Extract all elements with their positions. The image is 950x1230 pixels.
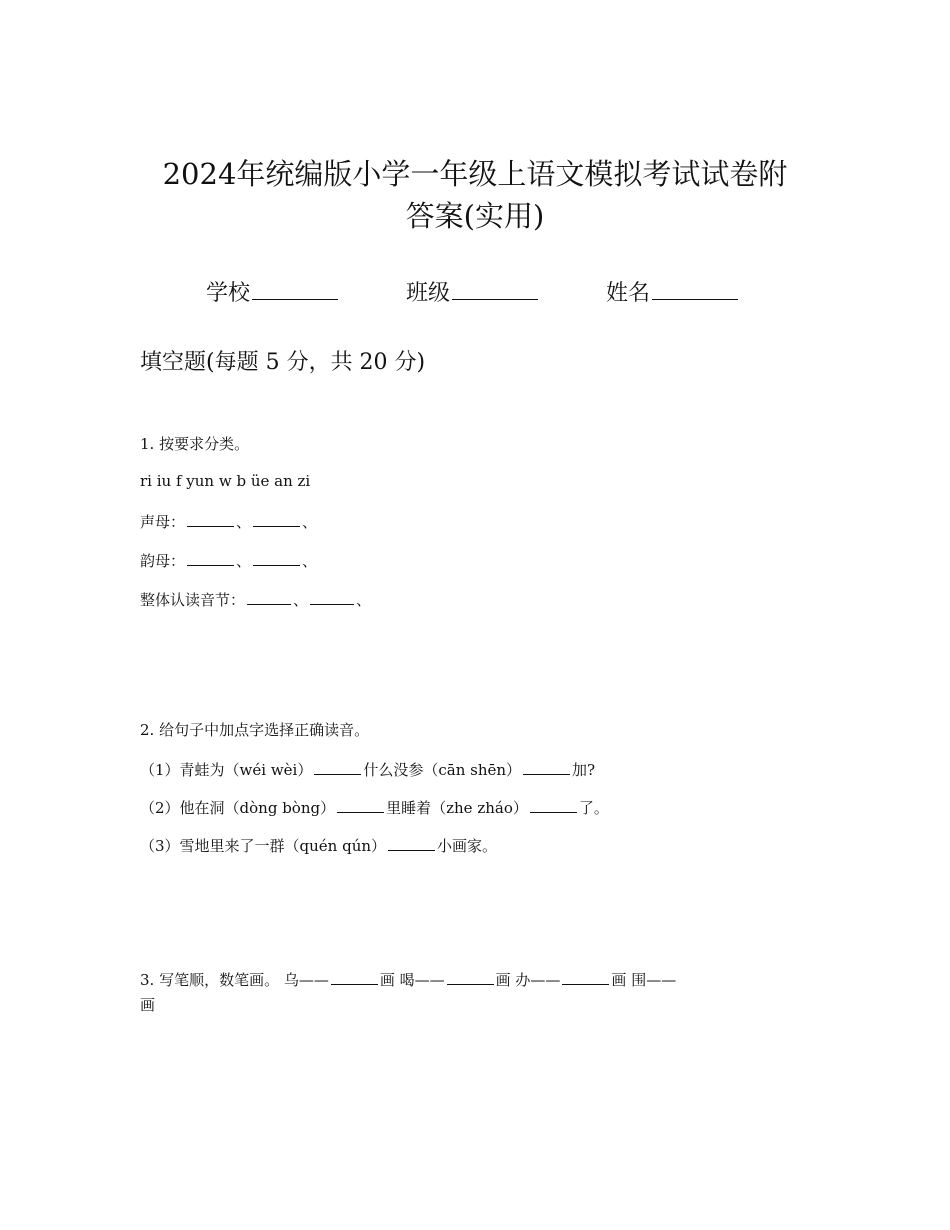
q1-row-initials xyxy=(140,511,317,532)
q2-sentence-1 xyxy=(140,759,595,780)
q1-syllables-label: 整体认读音节： xyxy=(140,591,246,609)
q2-s1-part-a: （1）青蛙为（wéi wèi） xyxy=(140,761,313,779)
separator: 、 xyxy=(302,552,318,570)
q2-s2-part-a: （2）他在洞（dòng bòng） xyxy=(140,799,336,817)
answer-blank[interactable] xyxy=(337,798,384,813)
q2-sentence-3 xyxy=(140,835,497,856)
q3-stem: 3. 写笔顺，数笔画。 乌—— xyxy=(140,971,329,989)
q3-line xyxy=(140,969,676,990)
doc-title-line2: 答案(实用) xyxy=(405,199,545,233)
school-blank[interactable] xyxy=(252,277,338,300)
name-field xyxy=(606,276,738,307)
q3-part-1: 画 喝—— xyxy=(379,971,445,989)
q2-stem: 2. 给句子中加点字选择正确读音。 xyxy=(140,721,370,739)
q2-s2-part-c: 了。 xyxy=(578,799,609,817)
q1-row-syllables xyxy=(140,589,371,610)
answer-blank[interactable] xyxy=(187,512,234,527)
class-label: 班级 xyxy=(406,281,451,306)
answer-blank[interactable] xyxy=(253,512,300,527)
separator: 、 xyxy=(293,591,309,609)
q3-part-3: 画 围—— xyxy=(611,971,677,989)
doc-title-line1: 2024年统编版小学一年级上语文模拟考试试卷附 xyxy=(162,157,788,191)
q1-stem: 1. 按要求分类。 xyxy=(140,435,250,453)
q2-sentence-2 xyxy=(140,797,609,818)
answer-blank[interactable] xyxy=(314,760,361,775)
answer-blank[interactable] xyxy=(247,590,291,605)
q2-s3-part-b: 小画家。 xyxy=(437,837,498,855)
q1-finals-label: 韵母： xyxy=(140,552,186,570)
q2-s1-part-b: 什么没参（cān shēn） xyxy=(363,761,522,779)
q3-part-2: 画 办—— xyxy=(495,971,561,989)
answer-blank[interactable] xyxy=(310,590,354,605)
q2-s2-part-b: 里睡着（zhe zháo） xyxy=(386,799,528,817)
q2-s3-part-a: （3）雪地里来了一群（quén qún） xyxy=(140,837,387,855)
name-label: 姓名 xyxy=(606,281,651,306)
section-heading: 填空题(每题 5 分，共 20 分) xyxy=(140,350,426,375)
answer-blank[interactable] xyxy=(187,551,234,566)
class-field xyxy=(406,276,538,307)
separator: 、 xyxy=(356,591,372,609)
class-blank[interactable] xyxy=(452,277,538,300)
answer-blank[interactable] xyxy=(253,551,300,566)
school-label: 学校 xyxy=(206,281,251,306)
separator: 、 xyxy=(236,513,252,531)
answer-blank[interactable] xyxy=(447,970,494,985)
answer-blank[interactable] xyxy=(530,798,577,813)
q1-letters: ri iu f yun w b üe an zi xyxy=(140,472,311,490)
q2-s1-part-c: 加? xyxy=(572,761,596,779)
answer-blank[interactable] xyxy=(388,836,435,851)
answer-blank[interactable] xyxy=(523,760,570,775)
answer-blank[interactable] xyxy=(331,970,378,985)
name-blank[interactable] xyxy=(652,277,738,300)
school-field xyxy=(206,276,338,307)
separator: 、 xyxy=(236,552,252,570)
answer-blank[interactable] xyxy=(562,970,609,985)
separator: 、 xyxy=(302,513,318,531)
q1-row-finals xyxy=(140,550,317,571)
q1-initials-label: 声母： xyxy=(140,513,186,531)
q3-end: 画 xyxy=(140,996,156,1014)
